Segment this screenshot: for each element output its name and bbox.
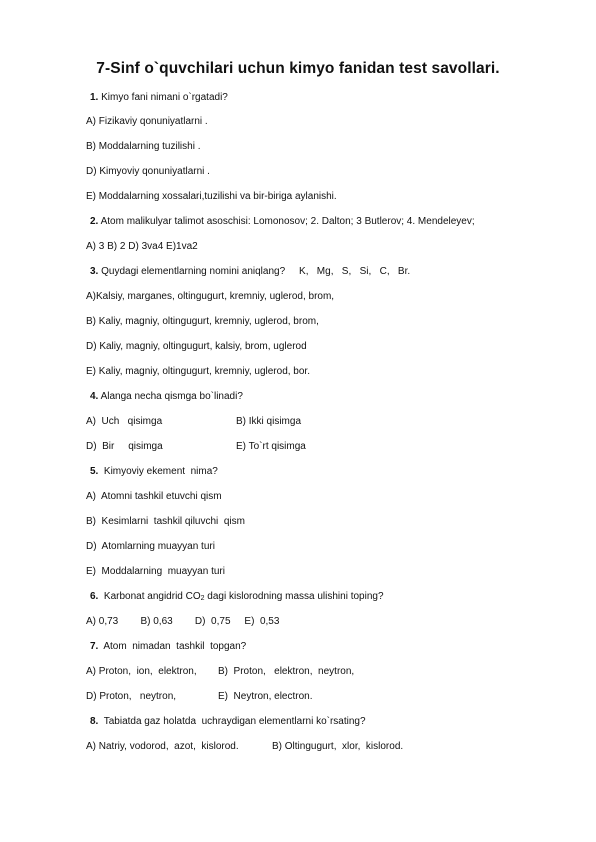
question-number: 7. xyxy=(90,641,99,652)
question-1 xyxy=(90,92,228,104)
option: E) Moddalarning muayyan turi xyxy=(86,566,225,577)
question-number: 4. xyxy=(90,391,99,402)
option: B) Proton, elektron, neytron, xyxy=(218,666,355,677)
option: A) 3 B) 2 D) 3va4 E)1va2 xyxy=(86,241,198,252)
option: D) Atomlarning muayyan turi xyxy=(86,541,215,552)
option: E) Moddalarning xossalari,tuzilishi va bir-biriga aylanishi. xyxy=(86,191,337,202)
question-text: Atom nimadan tashkil topgan? xyxy=(98,641,247,652)
question-8 xyxy=(90,716,366,728)
question-text: Karbonat angidrid CO xyxy=(98,591,201,602)
question-3 xyxy=(90,266,410,278)
question-number: 6. xyxy=(90,591,99,602)
question-number: 3. xyxy=(90,266,99,277)
page-title: 7-Sinf o`quvchilari uchun kimyo fanidan test savollari. xyxy=(96,60,500,77)
question-4 xyxy=(90,391,243,403)
question-number: 8. xyxy=(90,716,99,727)
option: D) Bir qisimga xyxy=(86,441,163,452)
question-6 xyxy=(90,591,384,605)
question-number: 1. xyxy=(90,92,99,103)
option: D) Kimyoviy qonuniyatlarni . xyxy=(86,166,210,177)
question-number: 2. xyxy=(90,216,99,227)
option: B) Moddalarning tuzilishi . xyxy=(86,141,201,152)
question-7 xyxy=(90,641,246,653)
question-5 xyxy=(90,466,218,478)
option: A) Natriy, vodorod, azot, kislorod. xyxy=(86,741,239,752)
option: D) Kaliy, magniy, oltingugurt, kalsiy, brom, uglerod xyxy=(86,341,307,352)
question-text-continued: dagi kislorodning massa ulishini toping? xyxy=(204,591,384,602)
option: A) Fizikaviy qonuniyatlarni . xyxy=(86,116,208,127)
question-2 xyxy=(90,216,475,228)
option: B) Kesimlarni tashkil qiluvchi qism xyxy=(86,516,245,527)
option: A) Proton, ion, elektron, xyxy=(86,666,197,677)
question-text: Tabiatda gaz holatda uchraydigan elementlarni ko`rsating? xyxy=(98,716,366,727)
option: B) Ikki qisimga xyxy=(236,416,302,427)
option: A) Atomni tashkil etuvchi qism xyxy=(86,491,222,502)
question-text: Kimyo fani nimani o`rgatadi? xyxy=(98,92,228,103)
option: E) Kaliy, magniy, oltingugurt, kremniy, uglerod, bor. xyxy=(86,366,310,377)
option: B) Oltingugurt, xlor, kislorod. xyxy=(272,741,404,752)
option: B) Kaliy, magniy, oltingugurt, kremniy, uglerod, brom, xyxy=(86,316,319,327)
question-text: Kimyoviy ekement nima? xyxy=(98,466,218,477)
question-number: 5. xyxy=(90,466,99,477)
question-text: Atom malikulyar talimot asoschisi: Lomonosov; 2. Dalton; 3 Butlerov; 4. Mendeleyev; xyxy=(98,216,475,227)
option: A) Uch qisimga xyxy=(86,416,163,427)
option: A)Kalsiy, marganes, oltingugurt, kremniy, uglerod, brom, xyxy=(86,291,335,302)
subscript: 2 xyxy=(200,595,205,602)
option: D) Proton, neytron, xyxy=(86,691,177,702)
option: A) 0,73 B) 0,63 D) 0,75 E) 0,53 xyxy=(86,616,280,627)
option: E) To`rt qisimga xyxy=(236,441,306,452)
question-text: Quydagi elementlarning nomini aniqlang? K, Mg, S, Si, C, Br. xyxy=(98,266,411,277)
option: E) Neytron, electron. xyxy=(218,691,313,702)
question-text: Alanga necha qismga bo`linadi? xyxy=(98,391,243,402)
